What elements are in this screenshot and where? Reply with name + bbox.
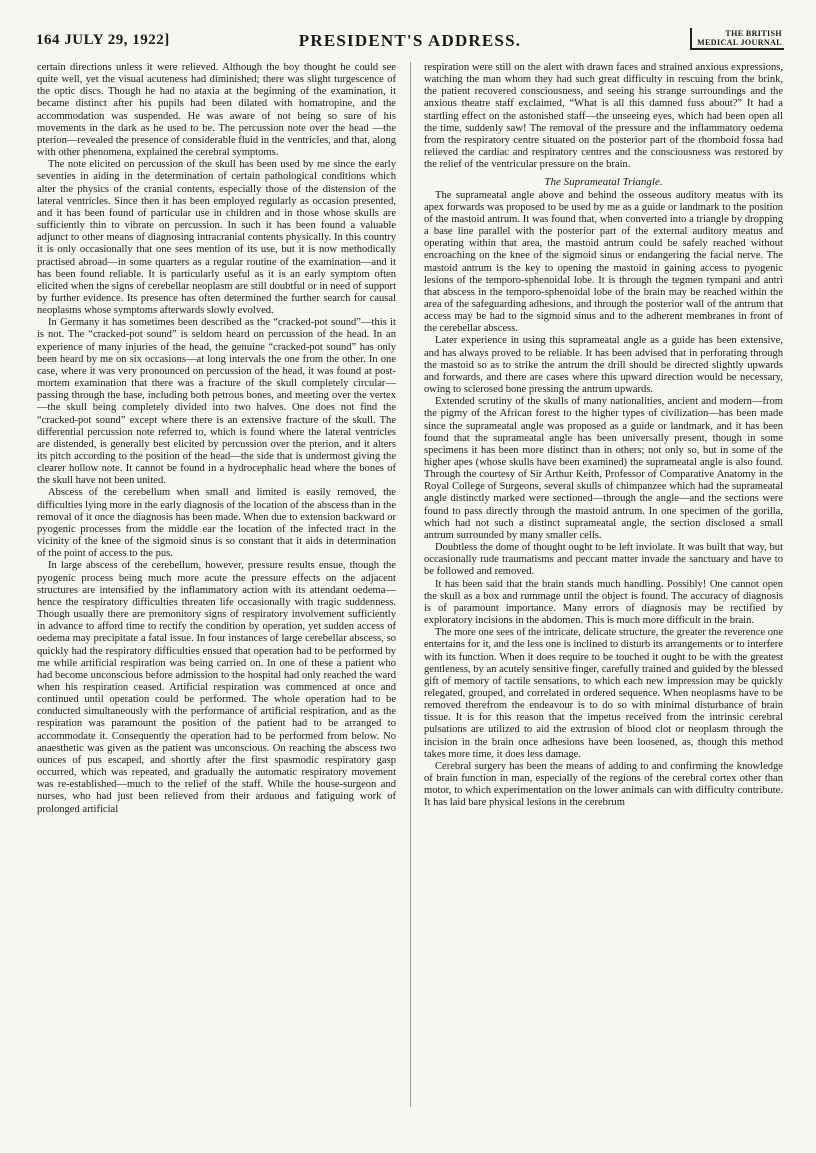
paragraph: The note elicited on percussion of the skull has been used by me since the early seventies in aiding in the determination of certain pathological conditions which alter the physics of the cranial contents, especially those of the distension of the lateral ventricles. Since then it has been employed regularly as occasion presented, and it has been found of particular use in children and in those whose skulls are sufficiently thin to vibrate on percussion. In such it has been found a valuable adjunct to other means of diagnosing intracranial contents physically. In this country it is only occasionally that one sees mention of its use, but it is now methodically practised abroad—in some quarters as a regular routine of the examination—and it has been found reliable. It is particularly useful as it is an early symptom often elicited when the signs of cerebellar neoplasm are still doubtful or in need of support by further evidence. Its presence has often determined the further search for causal neoplasms whose symptoms afterwards slowly evolved. — [37, 159, 396, 317]
column-divider — [410, 62, 411, 1107]
running-title: PRESIDENT'S ADDRESS. — [298, 31, 522, 50]
paragraph: Cerebral surgery has been the means of adding to and confirming the knowledge of brain function in man, especially of the regions of the cerebral cortex other than motor, to which experimentation on the lower animals can with difficulty contribute. It has laid bare physical lesions in the cerebrum — [424, 760, 783, 809]
journal-mark — [690, 28, 784, 50]
right-column — [424, 62, 783, 810]
paragraph: The more one sees of the intricate, delicate structure, the greater the reverence one entertains for it, and the less one is inclined to disturb its arrangements or to interfere with its function. When it does require to be touched it ought to be with the greatest gentleness, by an acutely sensitive finger, carefully trained and guided by the blessed gift of memory of tactile sensations, to which each new impression may be quickly relegated, grouped, and correlated in ordered sequence. When neoplasms have to be removed therefrom the endeavour is to do so with minimal disturbance of brain tissue. It is for this reason that the impetus received from the intrinsic cerebral pulsations are utilized to aid the extrusion of blood clot or neoplasm through the incision in the brain once adhesions have been loosened, as, though this method takes more time, it does less damage. — [424, 627, 783, 760]
left-column — [37, 62, 396, 816]
paragraph: Abscess of the cerebellum when small and limited is easily removed, the difficulties lying more in the early diagnosis of the location of the abscess than in the removal of it once the diagnosis has been made. When due to extension backward or pyogenic processes from the middle ear the location of the infected tract in the vicinity of the knee of the sigmoid sinus is so constant that it aids in determination of the point of access to the pus. — [37, 487, 396, 560]
paragraph: In large abscess of the cerebellum, however, pressure results ensue, though the pyogenic process being much more acute the pressure effects on the adjacent structures are intensified by the inflammatory action with its attendant oedema—hence the respiratory difficulties threaten life occasionally with tragic suddenness. Though usually there are premonitory signs of respiratory involvement sufficiently in advance to afford time to rectify the condition by operation, yet sudden access of oedema may precipitate a fatal issue. In four instances of large cerebellar abscess, so quickly had the respiratory difficulties ensued that operation had to be performed by me while artificial respiration was being carried on. In one of these a patient who had become unconscious before admission to the hospital had only reached the ward when his respiration ceased. Artificial respiration was commenced at once and continued until operation could be performed. The whole operation had to be conducted simultaneously with the performance of artificial respiration, and as the respiration was paramount the position of the patient had to be arranged to accommodate it. Consequently the operation had to be performed from below. No anaesthetic was given as the patient was unconscious. On reaching the abscess two ounces of pus escaped, and shortly after the first spasmodic respiratory gasp occurred, which was repeated, and gradually the automatic respiratory movement was re-established—much to the relief of the staff. While the house-surgeon and nurses, who had just been relieved from their arduous and fatiguing work of prolonged artificial — [37, 560, 396, 815]
journal-mark-line1: THE BRITISH — [725, 29, 782, 38]
page-header — [36, 28, 784, 58]
paragraph: The suprameatal angle above and behind the osseous auditory meatus with its apex forwards was proposed to be used by me as a guide or landmark to the position of the mastoid antrum. It was found that, when converted into a triangle by dropping a base line parallel with the posterior part of the external auditory meatus and operating within that area, the mastoid antrum could be safely reached without encroaching on the knee of the sigmoid sinus or endangering the facial nerve. The mastoid antrum is the key to opening the mastoid in gaining access to pyogenic lesions of the temporo-sphenoidal lobe. It is through the tegmen tympani and antri that abscess in the temporo-sphenoidal lobe of the brain may be reached within the area of the safeguarding adhesions, and through the posterior wall of the antrum that access may be had to the sigmoid sinus and to the adherent membranes in front of the cerebellar abscess. — [424, 189, 783, 335]
paragraph: Extended scrutiny of the skulls of many nationalities, ancient and modern—from the pigmy of the African forest to the higher types of civilization—has been made since the suprameatal angle was proposed as a guide or landmark, and it has been found that the suprameatal angle has been universally present, though in some specimens it has been more distinct than in others; not only so, but in some of the higher apes (whose skulls have been examined) the suprameatal angle is also found. Through the courtesy of Sir Arthur Keith, Professor of Comparative Anatomy in the Royal College of Surgeons, several skulls of chimpanzee which had the suprameatal angle distinctly marked were sectioned—through the angle—and the sections were found to pass directly through the mastoid antrum. In one specimen of the gorilla, which had not such a distinct suprameatal angle, the section disclosed a small antrum surrounded by many smaller cells. — [424, 396, 783, 541]
section-heading: The Suprameatal Triangle. — [544, 176, 663, 189]
paragraph: It has been said that the brain stands much handling. Possibly! One cannot open the skull as a box and rummage until the object is found. The accuracy of diagnosis is of paramount importance. Many errors of diagnosis may be rectified by exploratory incisions in the abdomen. This is much more difficult in the brain. — [424, 578, 783, 627]
paragraph: certain directions unless it were relieved. Although the boy thought he could see quite well, yet the visual acuteness had diminished; there was slight turgescence of the optic discs. Though he had no ataxia at the beginning of the examination, it became distinct after his pupils had been dilated with homatropine, and the accommodation was suspended. He was aware of not being so sure of his movements in the dark as he used to be. The percussion note over the head —the pterion—revealed the presence of considerable fluid in the ventricles, and that, along with other phenomena, explained the cerebral symptoms. — [37, 62, 396, 159]
page-number-date: 164 JULY 29, 1922] — [36, 32, 170, 48]
paragraph: Doubtless the dome of thought ought to be left inviolate. It was built that way, but occasionally rude traumatisms and peccant matter invade the sanctuary and have to be followed and removed. — [424, 542, 783, 578]
paragraph: Later experience in using this suprameatal angle as a guide has been extensive, and has always proved to be reliable. It has been advised that in perforating through the mastoid so as to strike the antrum the drill should be directed slightly upwards and forwards, and there are cases where this upward direction would be necessary, owing to sclerosed bone pressing the antrum upwards. — [424, 335, 783, 396]
journal-mark-line2: MEDICAL JOURNAL — [697, 38, 782, 47]
paragraph: respiration were still on the alert with drawn faces and strained anxious expressions, watching the man whom they had such great difficulty in rescuing from the brink, the patient recovered consciousness, and seeing his strange surroundings and the anxious theatre staff exclaimed, “What is all this damned fuss about?” It had a startling effect on the astonished staff—the unseeing eyes, which had been open all the time, suddenly saw! The removal of the pressure and the inflammatory oedema from the respiratory centre situated on the posterior part of the rhomboid fossa had relieved the cardiac and respiratory centres and the consciousness was restored by the relief of the ventricular pressure on the brain. — [424, 62, 783, 171]
paragraph: In Germany it has sometimes been described as the “cracked-pot sound”—this it is not. The “cracked-pot sound” is seldom heard on percussion of the head. In an experience of many injuries of the head, the genuine “cracked-pot sound” has only been heard by me on six occasions—at long intervals the one from the other. In one case, where it was very pronounced on percussion of the head, it was found at post-mortem examination that there was a fracture of the skull completely circular—passing through the base, including both petrous bones, and meeting over the vertex—the skull being completely divided into two halves. One does not find the “cracked-pot sound” except where there is an extensive fracture of the skull. The differential percussion note referred to, which is found where the lateral ventricles are distended, is generally best elicited by percussion over the pterion, and it alters its pitch according to the position of the head—the side that is undermost giving the clearer hollow note. It cannot be found in a hydrocephalic head where the bones of the skull have not been united. — [37, 317, 396, 487]
